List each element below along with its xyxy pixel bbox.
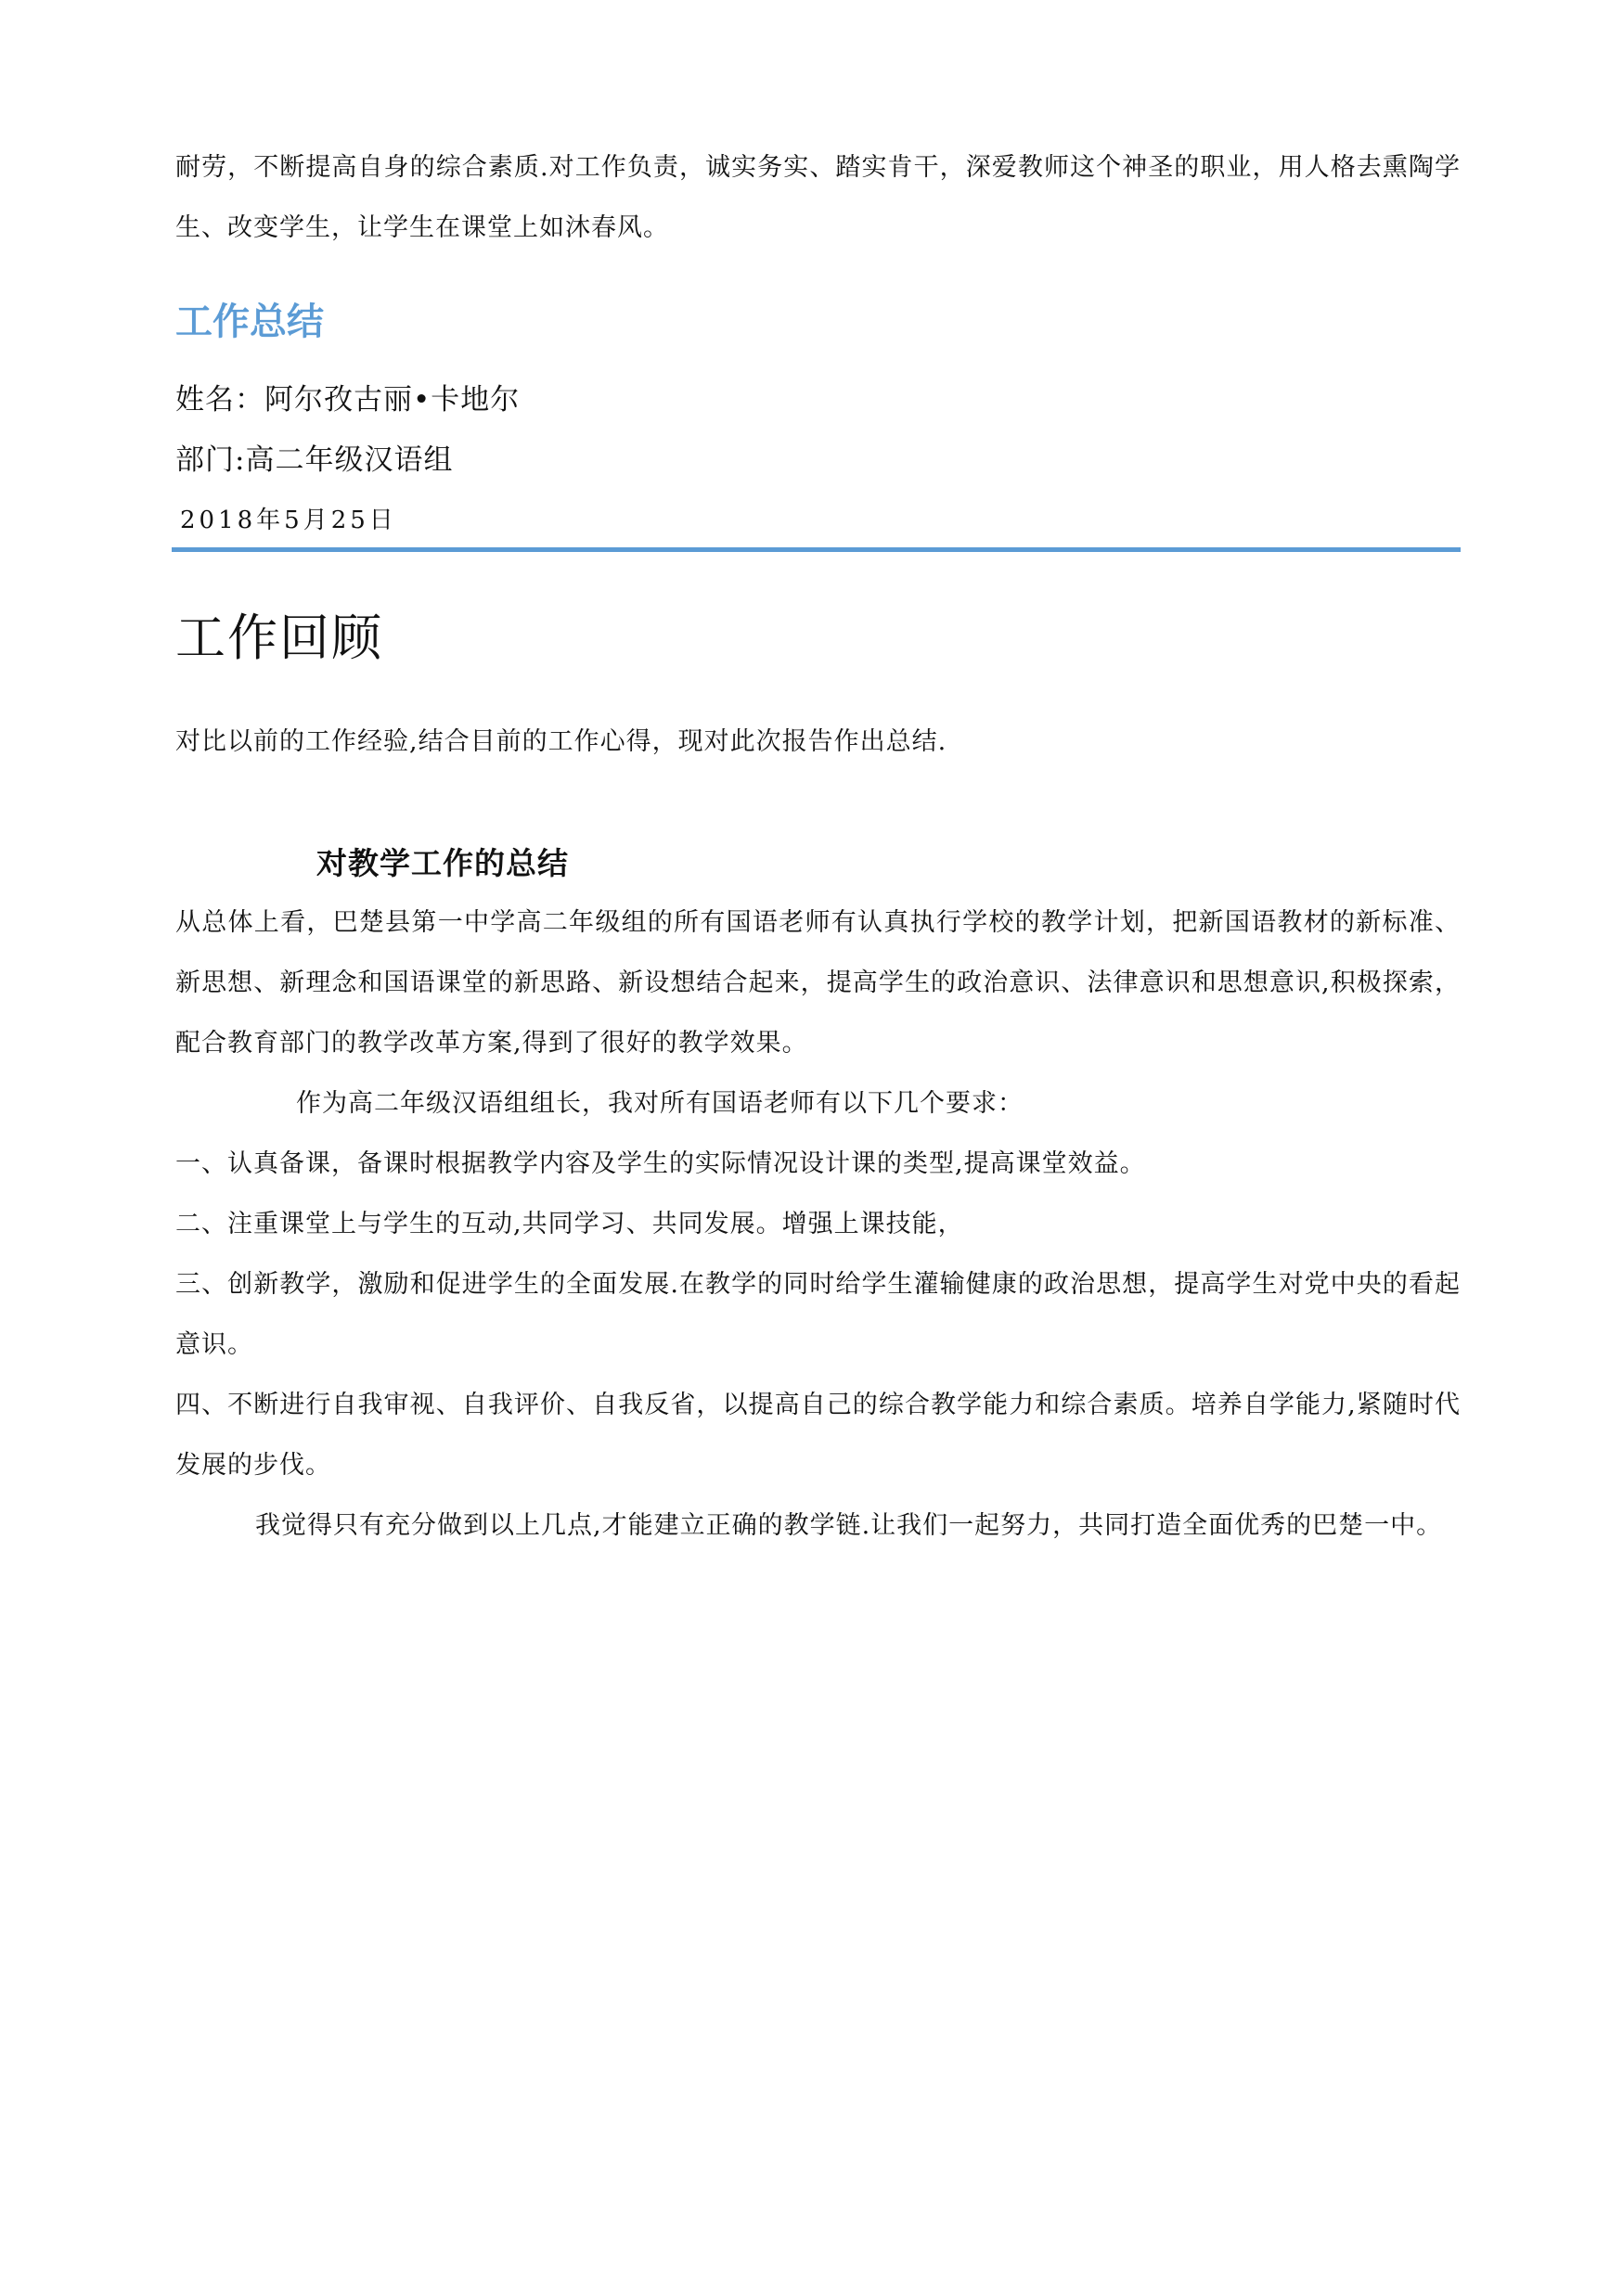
intro-section bbox=[175, 137, 1461, 258]
department: 部门:高二年级汉语组 bbox=[175, 443, 454, 477]
report-title: 工作总结 bbox=[175, 301, 324, 343]
requirement-item: 四、不断进行自我审视、自我评价、自我反省，以提高自己的综合教学能力和综合素质。培养自学能力,紧随时代发展的步伐。 bbox=[175, 1391, 1461, 1480]
report-date: 2018年5月25日 bbox=[180, 507, 397, 534]
review-lead: 对比以前的工作经验,结合目前的工作心得，现对此次报告作出总结. bbox=[175, 727, 947, 756]
review-heading: 工作回顾 bbox=[175, 609, 383, 667]
requirement-item: 三、创新教学，激励和促进学生的全面发展.在教学的同时给学生灌输健康的政治思想，提高学生对党中央的看起意识。 bbox=[175, 1270, 1461, 1359]
teaching-summary-heading: 对教学工作的总结 bbox=[316, 845, 569, 881]
teaching-summary-body bbox=[175, 892, 1461, 1556]
requirement-item: 一、认真备课，备课时根据教学内容及学生的实际情况设计课的类型,提高课堂效益。 bbox=[175, 1149, 1146, 1178]
intro-paragraph: 耐劳，不断提高自身的综合素质.对工作负责，诚实务实、踏实肯干，深爱教师这个神圣的职业，用人格去熏陶学生、改变学生，让学生在课堂上如沐春风。 bbox=[175, 153, 1461, 242]
requirements-intro: 作为高二年级汉语组组长，我对所有国语老师有以下几个要求： bbox=[296, 1089, 1024, 1118]
overview-paragraph: 从总体上看，巴楚县第一中学高二年级组的所有国语老师有认真执行学校的教学计划，把新国语教材的新标准、新思想、新理念和国语课堂的新思路、新设想结合起来，提高学生的政治意识、法律意识和思想意识,积极探索，配合教育部门的教学改革方案,得到了很好的教学效果。 bbox=[175, 908, 1461, 1058]
requirement-item: 二、注重课堂上与学生的互动,共同学习、共同发展。增强上课技能， bbox=[175, 1210, 964, 1238]
closing-paragraph: 我觉得只有充分做到以上几点,才能建立正确的教学链.让我们一起努力，共同打造全面优秀的巴楚一中。 bbox=[255, 1511, 1443, 1540]
header-divider bbox=[172, 547, 1461, 552]
author-name: 姓名：阿尔孜古丽•卡地尔 bbox=[175, 383, 521, 417]
